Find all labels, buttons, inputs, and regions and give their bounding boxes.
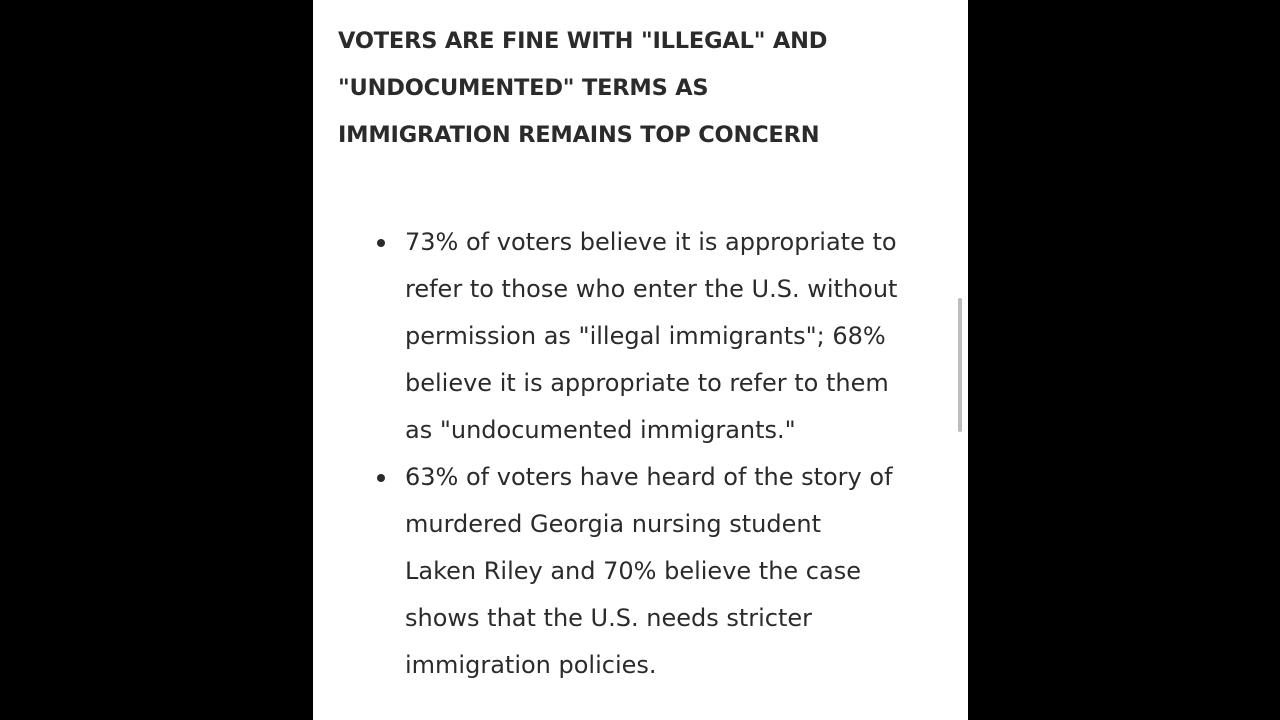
bullet-line: permission as "illegal immigrants"; 68%: [405, 322, 886, 350]
bullet-line: refer to those who enter the U.S. without: [405, 275, 898, 303]
article-headline: [338, 18, 938, 159]
headline-line: IMMIGRATION REMAINS TOP CONCERN: [338, 122, 820, 148]
bullet-line: 63% of voters have heard of the story of: [405, 463, 893, 491]
bullet-dot-icon: [377, 239, 385, 247]
bullet-line: believe it is appropriate to refer to them: [405, 369, 889, 397]
bullet-line: immigration policies.: [405, 651, 657, 679]
bullet-line: 73% of voters believe it is appropriate to: [405, 228, 897, 256]
bullet-item-laken-riley: [405, 454, 955, 689]
bullet-line: murdered Georgia nursing student: [405, 510, 822, 538]
bullet-item-terms: [405, 219, 955, 454]
article-page: [313, 0, 968, 720]
headline-line: VOTERS ARE FINE WITH "ILLEGAL" AND: [338, 28, 828, 54]
headline-line: "UNDOCUMENTED" TERMS AS: [338, 75, 709, 101]
bullet-dot-icon: [377, 474, 385, 482]
bullet-line: shows that the U.S. needs stricter: [405, 604, 813, 632]
bullet-line: as "undocumented immigrants.": [405, 416, 796, 444]
bullet-line: Laken Riley and 70% believe the case: [405, 557, 861, 585]
bullet-list: [405, 219, 955, 689]
scrollbar-thumb[interactable]: [958, 298, 962, 432]
